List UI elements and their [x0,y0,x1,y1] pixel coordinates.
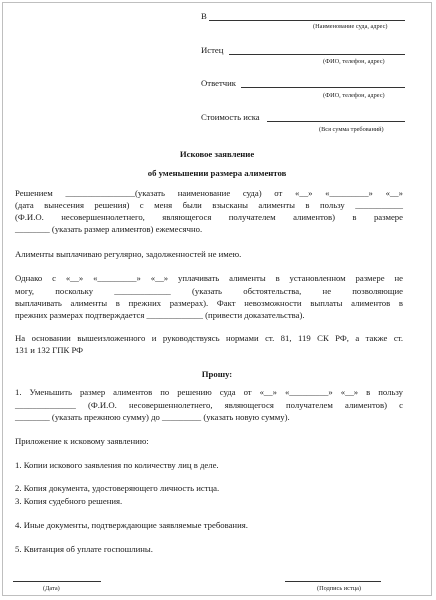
attachment-item: 2. Копия документа, удостоверяющего личность истца. [15,483,220,493]
defendant-caption: (ФИО, телефон, адрес) [323,92,385,99]
document-subtitle: об уменьшении размера алиментов [147,168,287,178]
request-line: ______________ (Ф.И.О. несовершеннолетнего, являющегося получателем алиментов) с [15,400,403,410]
court-caption: (Наименование суда, адрес) [313,23,388,30]
date-caption: (Дата) [43,585,60,592]
signature-caption: (Подпись истца) [317,585,361,592]
request-line: 1. Уменьшить размер алиментов по решению суда от «__» «_________» «__» в пользу [15,387,403,397]
request-line: ________ (указать прежнюю сумму) до _________ (указать новую сумму). [15,412,290,422]
claim-value-caption: (Вся сумма требований) [319,126,384,133]
attachments-heading: Приложение к исковому заявлению: [15,436,149,446]
p4-line: На основании вышеизложенного и руководствуясь нормами ст. 81, 119 СК РФ, а также ст. [15,333,403,343]
plaintiff-caption: (ФИО, телефон, адрес) [323,58,385,65]
request-heading: Прошу: [201,369,233,379]
p1-line: (Ф.И.О. несовершеннолетнего, являющегося получателем алиментов) в размере [15,212,403,222]
date-line [13,581,101,582]
claim-value-line [267,121,405,122]
p3-line: прежних размерах подтверждается _____________ (привести доказательства). [15,310,305,320]
p2-line: Алименты выплачиваю регулярно, задолженностей не имею. [15,249,242,259]
p1-line: (дата вынесения решения) с меня были взысканы алименты в пользу ___________ [15,200,403,210]
attachment-item: 4. Иные документы, подтверждающие заявляемые требования. [15,520,248,530]
defendant-label: Ответчик [201,78,237,88]
p4-line: 131 и 132 ГПК РФ [15,345,84,355]
p1-line: Решением ________________(указать наименование суда) от «__» «_________» «__» [15,188,403,198]
p3-line: могу, поскольку _____________ (указать обстоятельства, не позволяющие [15,286,403,296]
defendant-line [241,87,405,88]
plaintiff-line [229,54,405,55]
attachment-item: 1. Копии искового заявления по количеству лиц в деле. [15,460,219,470]
plaintiff-label: Истец [201,45,224,55]
signature-line [285,581,381,582]
claim-document [2,2,432,596]
attachment-item: 3. Копия судебного решения. [15,496,123,506]
p3-line: выплачивать алименты в прежних размерах). Факт невозможности выплаты алиментов в [15,298,403,308]
court-line [209,20,405,21]
court-prefix: В [201,11,207,21]
attachment-item: 5. Квитанция об уплате госпошлины. [15,544,153,554]
claim-value-label: Стоимость иска [201,112,260,122]
p1-line: ________ (указать размер алиментов) ежемесячно. [15,224,203,234]
p3-line: Однако с «__» «_________» «__» уплачивать алименты в установленном размере не [15,273,403,283]
document-title: Исковое заявление [179,149,255,159]
